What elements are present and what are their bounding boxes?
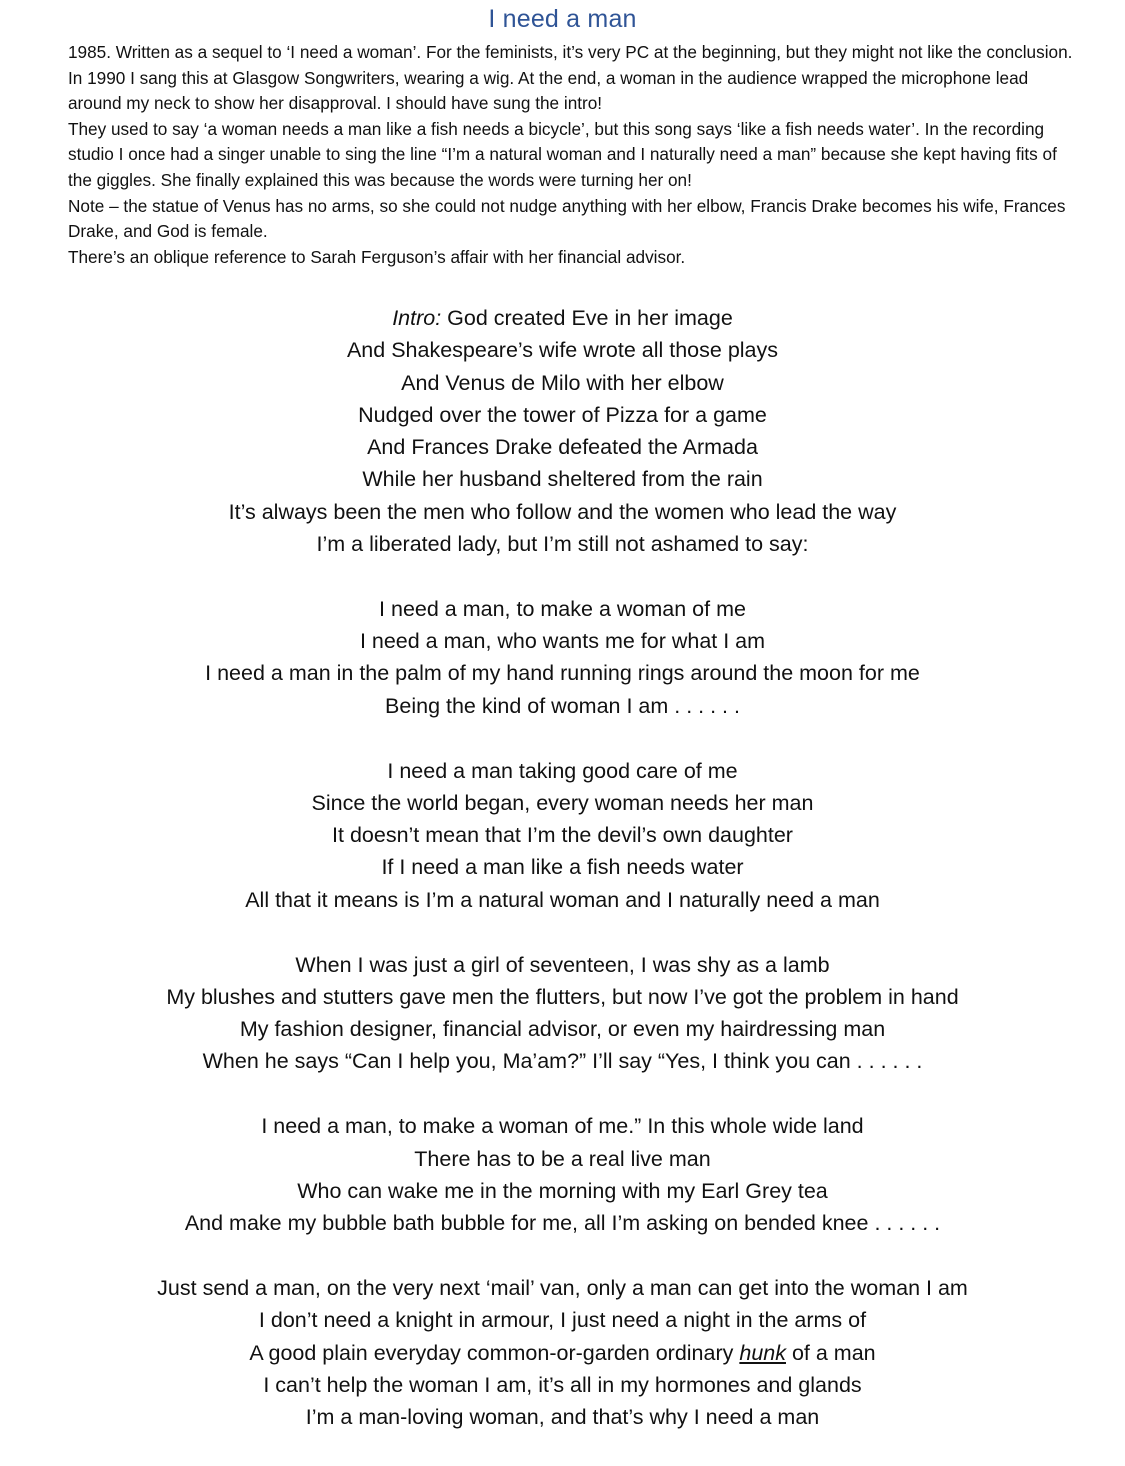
- lyric-line: If I need a man like a fish needs water: [381, 855, 744, 880]
- verse-stanza: [0, 755, 1125, 916]
- verse-stanza: [0, 1110, 1125, 1239]
- lyric-line: There has to be a real live man: [414, 1146, 711, 1171]
- note-paragraph: Note – the statue of Venus has no arms, so she could not nudge anything with her elbow, Francis Drake becomes his wife, Frances Drake, and God is female.: [68, 195, 1066, 242]
- lyric-line: [0, 1337, 1125, 1369]
- lyric-line: [0, 302, 1125, 334]
- lyric-line: And Frances Drake defeated the Armada: [367, 435, 758, 460]
- lyric-line: I’m a liberated lady, but I’m still not ashamed to say:: [316, 532, 809, 557]
- lyric-line: And make my bubble bath bubble for me, all I’m asking on bended knee . . . . . .: [184, 1211, 941, 1236]
- final-stanza: [0, 1272, 1125, 1433]
- song-title: I need a man: [488, 5, 637, 33]
- verse-stanza: [0, 949, 1125, 1078]
- lyric-line: Just send a man, on the very next ‘mail’ van, only a man can get into the woman I am: [157, 1275, 968, 1300]
- note-paragraph: 1985. Written as a sequel to ‘I need a woman’. For the feminists, it’s very PC at the beginning, but they might not like the conclusion. In 1990 I sang this at Glasgow Songwriters, wearing a wig. At the end, a woman in the audience wrapped the microphone lead around my neck to show her disapproval. I should have sung the intro!: [68, 42, 1073, 114]
- lyrics: [0, 302, 1125, 1466]
- lyric-line: I need a man, who wants me for what I am: [359, 629, 766, 654]
- lyric-fragment: of a man: [785, 1340, 876, 1365]
- note-paragraph: There’s an oblique reference to Sarah Ferguson’s affair with her financial advisor.: [68, 246, 686, 267]
- note-paragraph: They used to say ‘a woman needs a man like a fish needs a bicycle’, but this song says ‘like a fish needs water’. In the recording studio I once had a singer unable to sing the line “I’m a natural woman and I naturally need a man” because she kept having fits of the giggles. She finally explained this was because the words were turning her on!: [68, 118, 1057, 190]
- lyric-line: Since the world began, every woman needs her man: [311, 790, 814, 815]
- lyric-line: While her husband sheltered from the rain: [362, 467, 763, 492]
- lyric-line: My blushes and stutters gave men the flutters, but now I’ve got the problem in hand: [166, 984, 959, 1009]
- lyric-line: It’s always been the men who follow and the women who lead the way: [228, 499, 897, 524]
- emphasized-word: hunk: [739, 1340, 786, 1365]
- lyric-line: Being the kind of woman I am . . . . . .: [385, 693, 740, 718]
- lyric-line: And Shakespeare’s wife wrote all those plays: [346, 338, 779, 363]
- lyric-line: All that it means is I’m a natural woman and I naturally need a man: [245, 887, 880, 912]
- intro-first-line: God created Eve in her image: [441, 306, 733, 330]
- intro-label: Intro:: [392, 306, 442, 330]
- lyric-line: It doesn’t mean that I’m the devil’s own daughter: [332, 823, 793, 848]
- lyric-line: And Venus de Milo with her elbow: [401, 370, 724, 395]
- lyric-line: I’m a man-loving woman, and that’s why I need a man: [305, 1405, 820, 1430]
- lyric-line: Who can wake me in the morning with my Earl Grey tea: [297, 1178, 828, 1203]
- intro-stanza: [0, 302, 1125, 560]
- lyric-line: I need a man, to make a woman of me: [379, 596, 746, 621]
- lyric-line: I need a man in the palm of my hand running rings around the moon for me: [205, 661, 920, 686]
- lyric-line: I can’t help the woman I am, it’s all in my hormones and glands: [263, 1372, 862, 1397]
- lyric-line: I don’t need a knight in armour, I just need a night in the arms of: [258, 1308, 867, 1333]
- lyric-line: When I was just a girl of seventeen, I was shy as a lamb: [295, 952, 830, 977]
- chorus-stanza: [0, 593, 1125, 722]
- lyric-line: When he says “Can I help you, Ma’am?” I’ll say “Yes, I think you can . . . . . .: [202, 1049, 923, 1074]
- lyric-line: Nudged over the tower of Pizza for a game: [358, 402, 767, 427]
- lyric-line: My fashion designer, financial advisor, or even my hairdressing man: [239, 1017, 886, 1042]
- lyric-fragment: A good plain everyday common-or-garden ordinary: [249, 1340, 740, 1365]
- lyric-line: I need a man, to make a woman of me.” In this whole wide land: [261, 1114, 864, 1139]
- lyric-line: I need a man taking good care of me: [387, 758, 738, 783]
- song-notes: [68, 40, 1078, 270]
